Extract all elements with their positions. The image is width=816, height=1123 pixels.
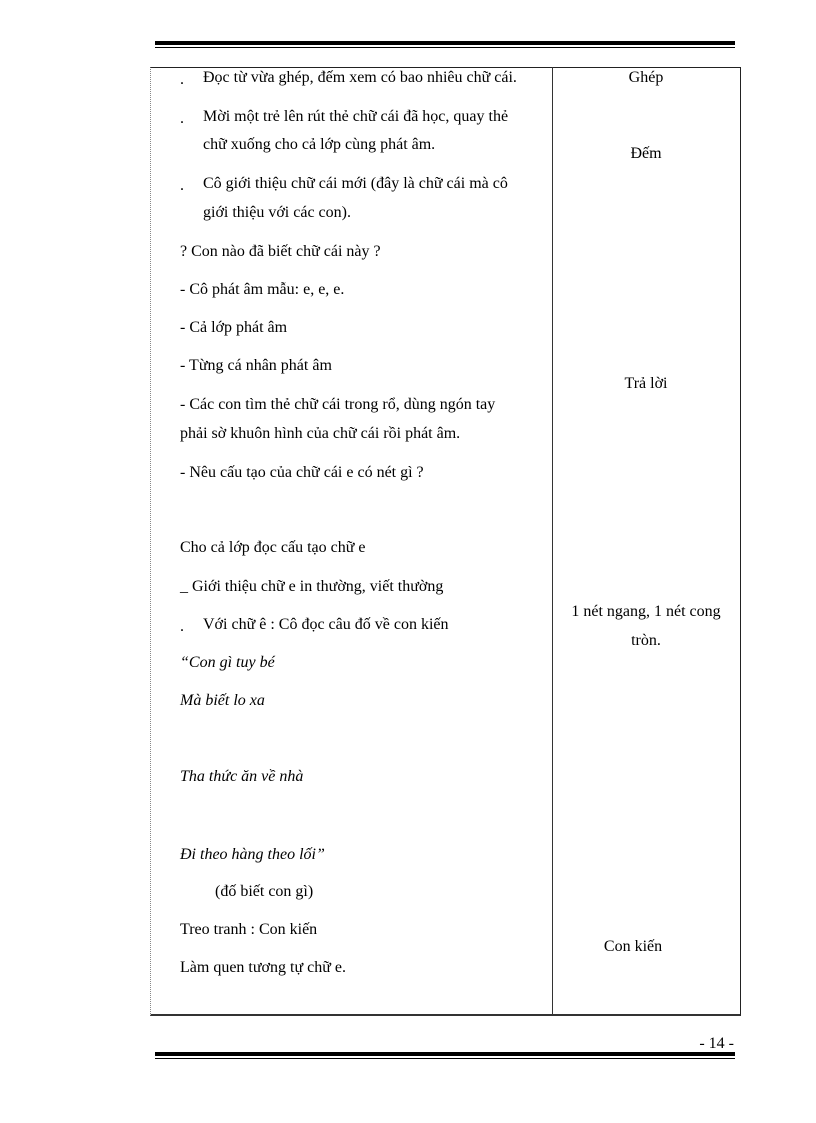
bullet-mark: . [180, 71, 184, 88]
activity-line: Làm quen tương tự chữ e. [180, 959, 346, 976]
activity-line: ? Con nào đã biết chữ cái này ? [180, 243, 381, 260]
activity-line: - Cô phát âm mẫu: e, e, e. [180, 281, 345, 298]
activity-line: Treo tranh : Con kiến [180, 921, 318, 938]
activity-line: - Cả lớp phát âm [180, 319, 288, 336]
response-line: 1 nét ngang, 1 nét cong [571, 603, 721, 620]
response-line: Ghép [628, 69, 664, 86]
activity-line: - Nêu cấu tạo của chữ cái e có nét gì ? [180, 464, 424, 481]
activity-line: Đi theo hàng theo lối” [180, 846, 325, 863]
footer-rule [155, 1052, 735, 1059]
response-line: tròn. [631, 632, 661, 649]
bullet-mark: . [180, 618, 184, 635]
response-line: Con kiến [603, 938, 663, 955]
activity-line: phải sờ khuôn hình của chữ cái rồi phát âm. [180, 425, 461, 442]
activity-line: - Từng cá nhân phát âm [180, 357, 332, 374]
activity-line: Mà biết lo xa [180, 692, 265, 709]
activity-line: Tha thức ăn về nhà [180, 768, 304, 785]
bullet-mark: . [180, 110, 184, 127]
activity-line: chữ xuống cho cả lớp cùng phát âm. [203, 136, 436, 153]
response-line: Trả lời [624, 375, 668, 392]
activity-line: Cho cả lớp đọc cấu tạo chữ e [180, 539, 366, 556]
activity-line: Cô giới thiệu chữ cái mới (đây là chữ cái mà cô [203, 175, 508, 192]
response-line: Đếm [630, 145, 662, 162]
activity-line: giới thiệu với các con). [203, 204, 351, 221]
header-rule [155, 41, 735, 48]
bullet-mark: . [180, 177, 184, 194]
activity-line: Đọc từ vừa ghép, đếm xem có bao nhiêu chữ cái. [203, 69, 517, 86]
column-divider [552, 67, 553, 1014]
activity-line: “Con gì tuy bé [180, 654, 275, 671]
activity-line: Với chữ ê : Cô đọc câu đố về con kiến [203, 616, 449, 633]
activity-line: (đố biết con gì) [215, 883, 314, 900]
activity-line: - Các con tìm thẻ chữ cái trong rổ, dùng ngón tay [180, 396, 496, 413]
activity-line: _ Giới thiệu chữ e in thường, viết thường [180, 578, 444, 595]
page-number: - 14 - [699, 1035, 734, 1052]
activity-line: Mời một trẻ lên rút thẻ chữ cái đã học, quay thẻ [203, 108, 509, 125]
